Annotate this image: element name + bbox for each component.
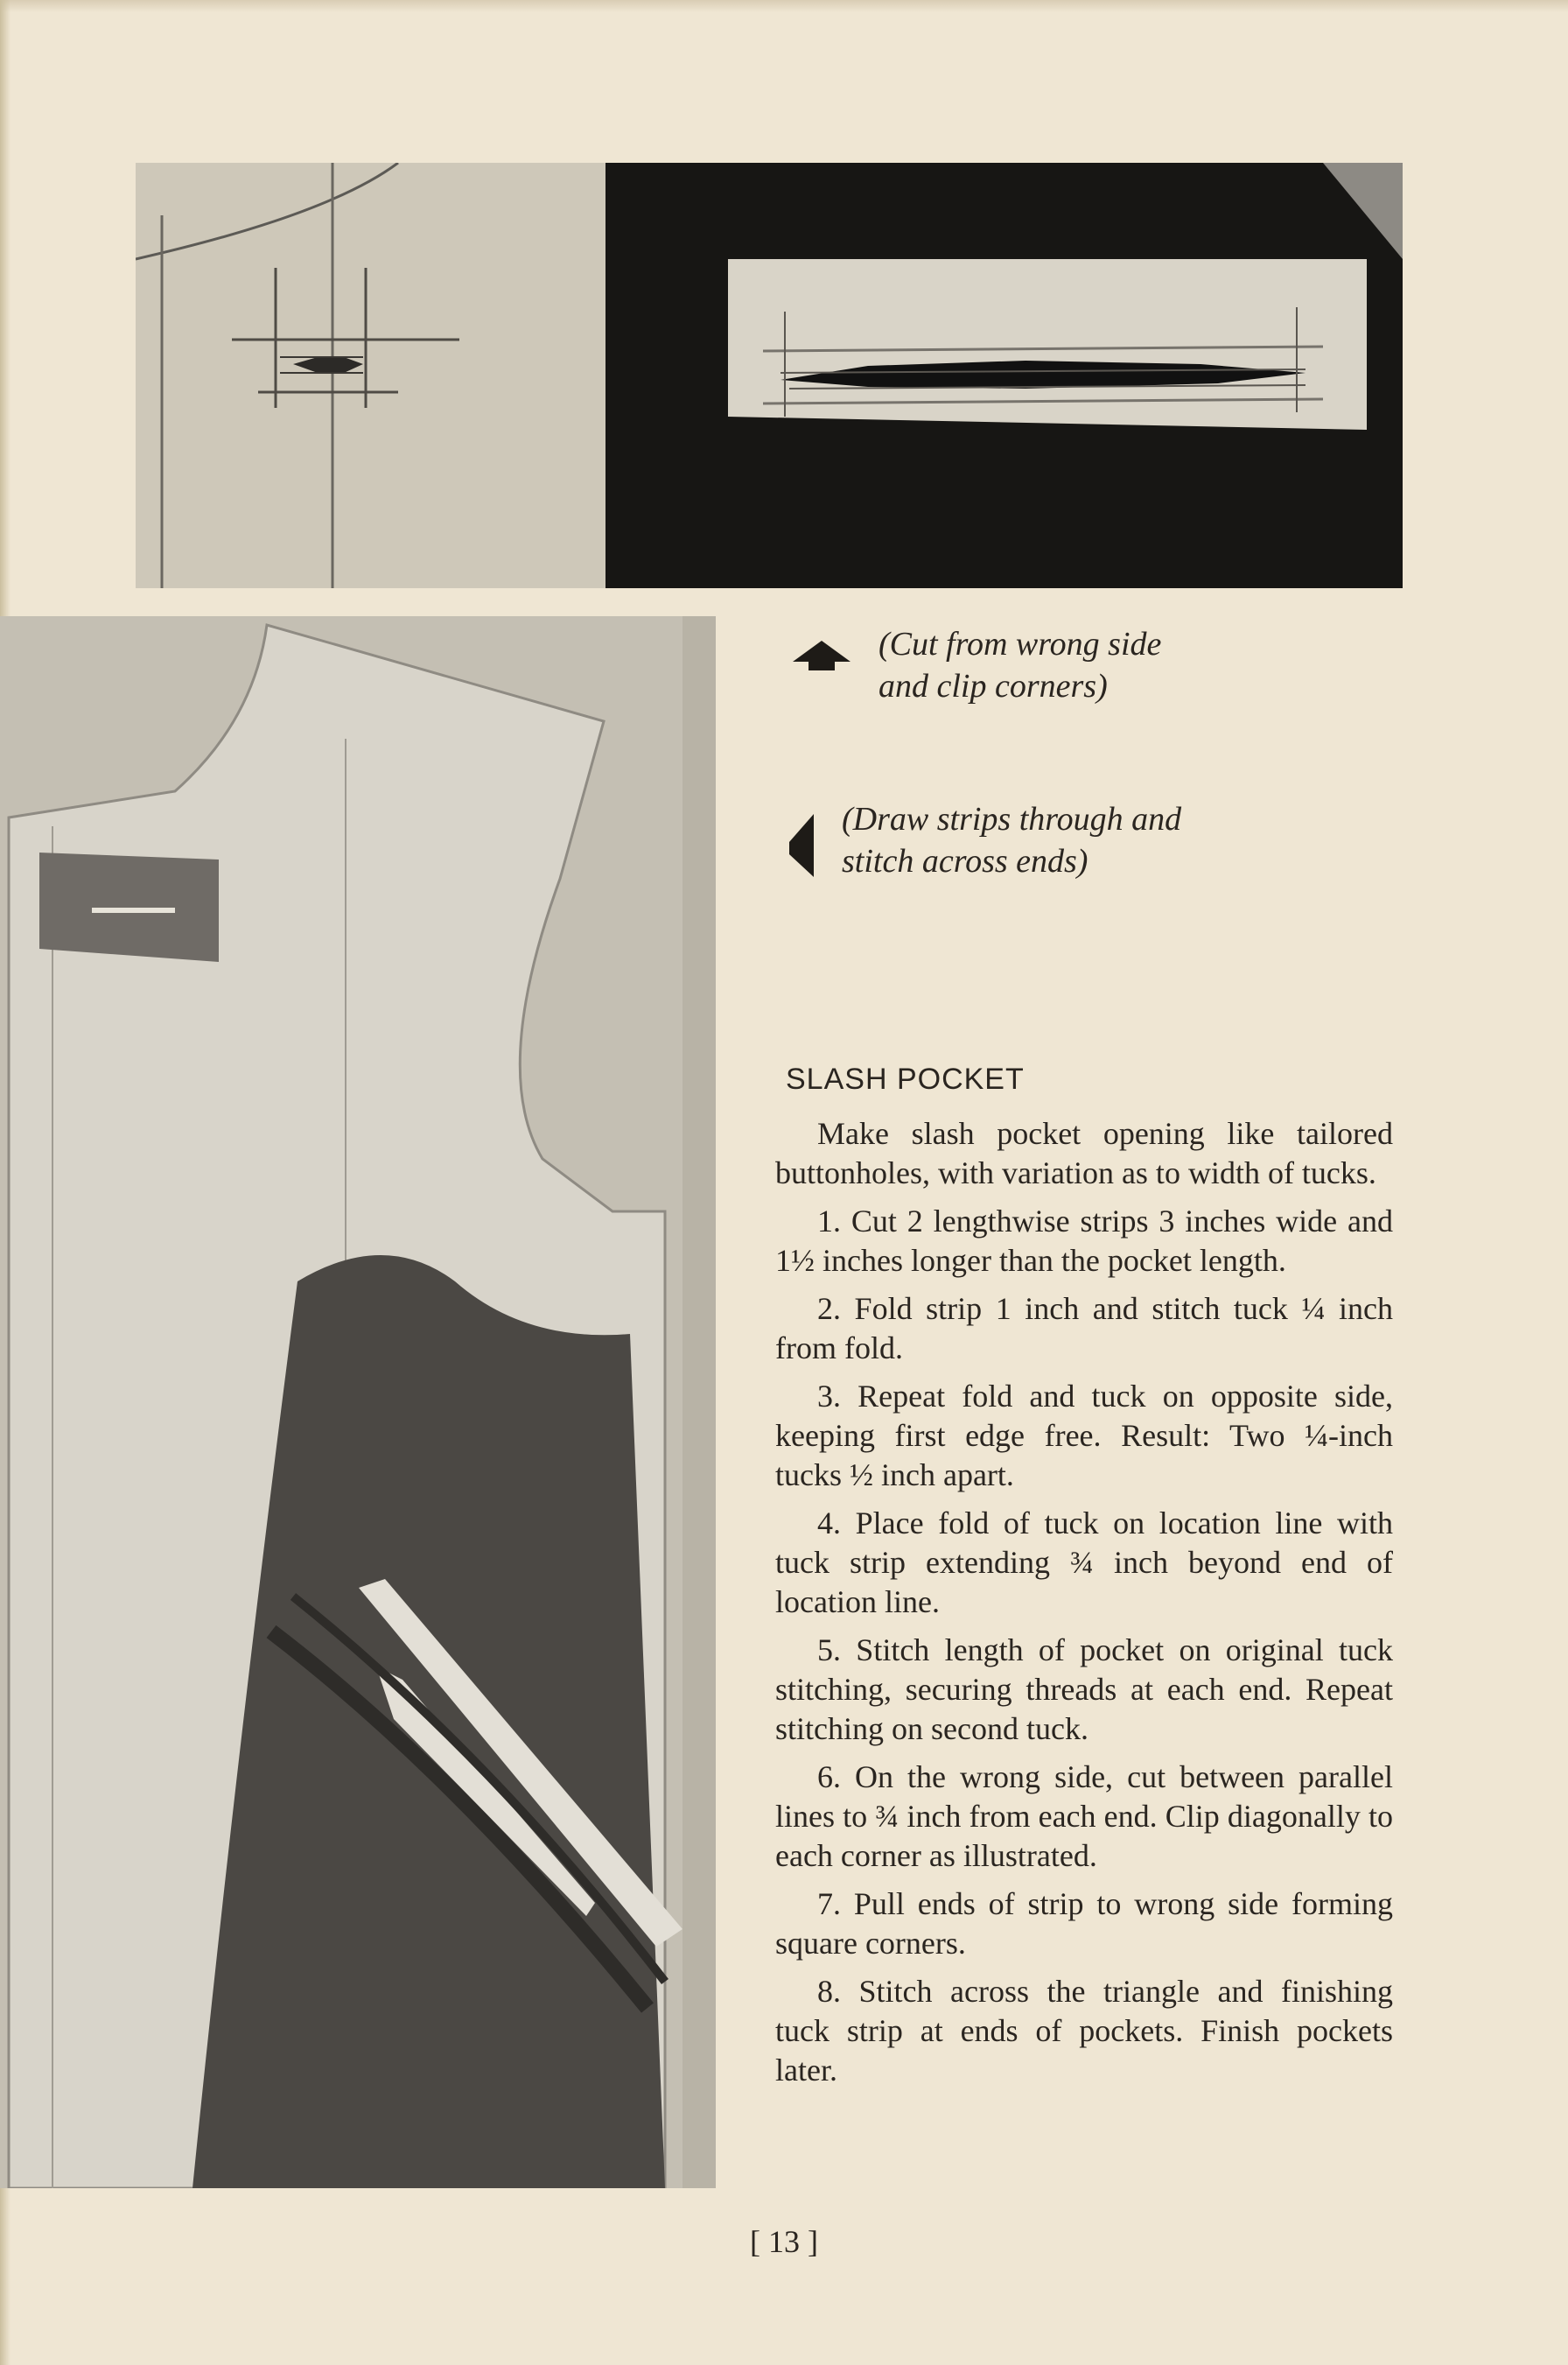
- step-5: 5. Stitch length of pocket on original tuck stitching, securing threads at each end. Repeat stitching on second tuck.: [775, 1632, 1393, 1746]
- step-2: 2. Fold strip 1 inch and stitch tuck ¼ inch from fold.: [775, 1291, 1393, 1365]
- step-3: 3. Repeat fold and tuck on opposite side, keeping first edge free. Result: Two ¼-inch tucks ½ inch apart.: [775, 1379, 1393, 1492]
- intro-paragraph: Make slash pocket opening like tailored buttonholes, with variation as to width of tucks.: [775, 1116, 1393, 1190]
- photo-cut-slash: [606, 163, 1403, 588]
- step-6: 6. On the wrong side, cut between parallel lines to ¾ inch from each end. Clip diagonally to each corner as illustrated.: [775, 1759, 1393, 1873]
- page-edge: [0, 0, 1568, 12]
- step-1: 1. Cut 2 lengthwise strips 3 inches wide and 1½ inches longer than the pocket length.: [775, 1204, 1393, 1278]
- caption-line: (Cut from wrong side: [878, 626, 1162, 663]
- arrow-up-icon: [791, 639, 852, 674]
- instructions-body: [775, 1114, 1393, 2099]
- caption-line: (Draw strips through and: [842, 801, 1182, 838]
- caption-line: and clip corners): [878, 668, 1108, 705]
- page-number: [ 13 ]: [750, 2224, 818, 2259]
- step-7: 7. Pull ends of strip to wrong side forming square corners.: [775, 1886, 1393, 1961]
- step-8: 8. Stitch across the triangle and finishing tuck strip at ends of pockets. Finish pockets later.: [775, 1974, 1393, 2088]
- photo-location-lines: [136, 163, 606, 588]
- caption-line: stitch across ends): [842, 843, 1088, 880]
- section-heading: SLASH POCKET: [786, 1063, 1025, 1096]
- photo-garment-pocket-strips: [0, 616, 716, 2188]
- arrow-left-icon: [788, 812, 819, 879]
- step-4: 4. Place fold of tuck on location line with tuck strip extending ¾ inch beyond end of location line.: [775, 1505, 1393, 1619]
